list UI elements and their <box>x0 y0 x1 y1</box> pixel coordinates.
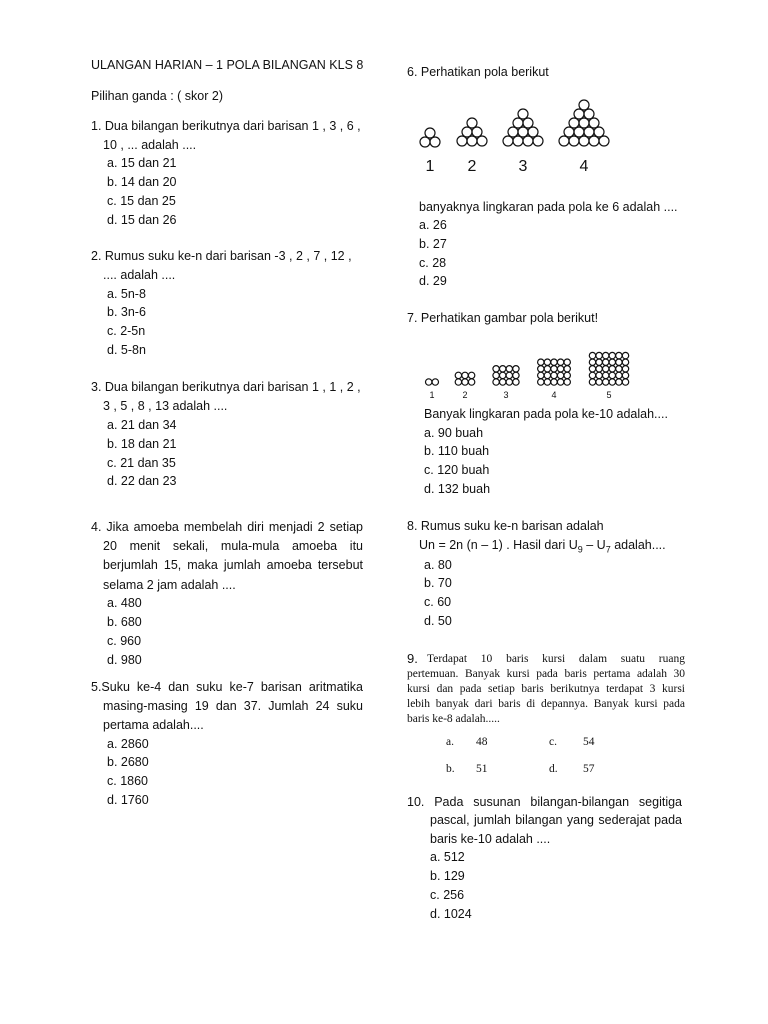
question-text: 2. Rumus suku ke-n dari barisan -3 , 2 , 7 , 12 , <box>91 249 352 263</box>
question-text: 4. Jika amoeba membelah diri menjadi 2 setiap <box>91 520 363 534</box>
pattern-circle <box>551 379 557 385</box>
pattern-circle <box>616 352 622 358</box>
triangle-pattern-3 <box>503 109 543 146</box>
pattern-circle <box>557 379 563 385</box>
pattern-circle <box>455 379 461 385</box>
triangle-pattern-4 <box>559 100 609 146</box>
pattern-label: 4 <box>579 158 589 175</box>
question-text: berjumlah 15, maka jumlah amoeba tersebut <box>103 558 363 572</box>
pattern-label: 2 <box>462 390 468 400</box>
pattern-circle <box>506 366 512 372</box>
pattern-circle <box>544 372 550 378</box>
option-c: c. 960 <box>107 634 142 648</box>
question-text: 6. Perhatikan pola berikut <box>407 65 549 79</box>
pattern-circle <box>622 359 628 365</box>
pattern-circle <box>513 372 519 378</box>
question-text: 3 , 5 , 8 , 13 adalah .... <box>103 399 228 413</box>
option-b: b. 18 dan 21 <box>107 437 177 451</box>
question-text: pertemuan. Banyak kursi pada baris pertama adalah 30 <box>407 668 685 680</box>
pattern-circle <box>616 379 622 385</box>
option-c-value: 54 <box>583 736 595 748</box>
pattern-circle <box>493 366 499 372</box>
pattern-circle <box>513 366 519 372</box>
pattern-label: 4 <box>551 390 557 400</box>
option-a: a. 480 <box>107 596 142 610</box>
pattern-circle <box>603 366 609 372</box>
pattern-circle <box>609 359 615 365</box>
pattern-circle <box>603 352 609 358</box>
option-c: c. 1860 <box>107 774 149 788</box>
question-text: 1. Dua bilangan berikutnya dari barisan 1 , 3 , 6 , <box>91 119 361 133</box>
option-b: b. 3n-6 <box>107 305 146 319</box>
triangle-pattern-1 <box>420 128 440 147</box>
question-text: 7. Perhatikan gambar pola berikut! <box>407 311 599 325</box>
section-subtitle: Pilihan ganda : ( skor 2) <box>91 89 224 103</box>
pattern-circle <box>596 352 602 358</box>
option-d: d. 15 dan 26 <box>107 213 177 227</box>
pattern-circle <box>589 379 595 385</box>
option-d: d. 1760 <box>107 793 149 807</box>
pattern-circle <box>609 372 615 378</box>
rectangle-circle-pattern <box>418 342 643 404</box>
question-text: baris ke-10 adalah .... <box>430 832 551 846</box>
pattern-circle <box>538 359 544 365</box>
question-text: 10. Pada susunan bilangan-bilangan segitiga <box>407 795 682 809</box>
pattern-label: 5 <box>606 390 612 400</box>
pattern-circle <box>462 372 468 378</box>
option-a: a. 512 <box>430 850 465 864</box>
option-d: d. 1024 <box>430 907 472 921</box>
question-text: 20 menit sekali, mula-mula amoeba itu <box>103 539 363 553</box>
pattern-circle <box>622 372 628 378</box>
rect-pattern-4 <box>538 359 571 385</box>
page-title: ULANGAN HARIAN – 1 POLA BILANGAN KLS 8 <box>91 58 364 72</box>
option-c: c. 60 <box>424 595 452 609</box>
pattern-circle <box>468 372 474 378</box>
formula-text: – U <box>582 538 606 552</box>
question-text: 10 , ... adalah .... <box>103 138 197 152</box>
pattern-circle <box>557 359 563 365</box>
pattern-circle <box>506 372 512 378</box>
option-d: d. 29 <box>419 274 447 288</box>
option-a: a. 90 buah <box>424 426 484 440</box>
triangle-pattern-2 <box>457 118 487 146</box>
pattern-circle <box>609 366 615 372</box>
rect-pattern-3 <box>493 366 519 386</box>
pattern-circle <box>544 379 550 385</box>
pattern-label: 1 <box>425 158 435 175</box>
pattern-circle <box>544 366 550 372</box>
pattern-circle <box>557 366 563 372</box>
question-text: kursi dan pada setiap baris berikutnya terdapat 3 kursi <box>407 683 685 695</box>
question-text: pascal, jumlah bilangan yang sederajat pada <box>430 813 682 827</box>
option-c: c. 15 dan 25 <box>107 194 176 208</box>
pattern-circle <box>596 359 602 365</box>
option-a: a. 21 dan 34 <box>107 418 177 432</box>
option-d-label: d. <box>549 763 558 775</box>
pattern-circle <box>564 379 570 385</box>
option-b: b. 2680 <box>107 755 149 769</box>
pattern-circle <box>426 379 432 385</box>
pattern-circle <box>500 366 506 372</box>
pattern-circle <box>551 372 557 378</box>
pattern-label: 3 <box>503 390 509 400</box>
pattern-circle <box>538 379 544 385</box>
question-text: .... adalah .... <box>103 268 176 282</box>
formula-text: Un = 2n (n – 1) . Hasil dari U <box>419 538 578 552</box>
option-b-value: 51 <box>476 763 488 775</box>
pattern-circle <box>538 372 544 378</box>
pattern-circle <box>538 366 544 372</box>
pattern-circle <box>564 366 570 372</box>
pattern-circle <box>462 379 468 385</box>
option-b: b. 110 buah <box>424 444 490 458</box>
option-b-label: b. <box>446 763 455 775</box>
pattern-circle <box>506 379 512 385</box>
pattern-circle <box>589 359 595 365</box>
pattern-label: 1 <box>429 390 435 400</box>
subscript: 7 <box>605 544 611 555</box>
pattern-circle <box>616 372 622 378</box>
option-b: b. 680 <box>107 615 142 629</box>
option-a-label: a. <box>446 736 454 748</box>
question-text: Terdapat 10 baris kursi dalam suatu ruang <box>427 653 685 665</box>
pattern-circle <box>493 372 499 378</box>
option-d: d. 22 dan 23 <box>107 474 177 488</box>
pattern-circle <box>551 359 557 365</box>
question-text: masing-masing 19 dan 37. Jumlah 24 suku <box>103 699 363 713</box>
pattern-circle <box>622 379 628 385</box>
pattern-circle <box>432 379 438 385</box>
pattern-circle <box>622 352 628 358</box>
question-text: Banyak lingkaran pada pola ke-10 adalah.... <box>424 407 668 421</box>
option-a: a. 26 <box>419 218 447 232</box>
option-c: c. 2-5n <box>107 324 146 338</box>
pattern-circle <box>589 352 595 358</box>
pattern-circle <box>500 372 506 378</box>
pattern-circle <box>603 359 609 365</box>
pattern-label: 2 <box>467 158 477 175</box>
option-c: c. 256 <box>430 888 465 902</box>
formula-text: adalah.... <box>610 538 666 552</box>
option-b: b. 129 <box>430 869 465 883</box>
pattern-circle <box>551 366 557 372</box>
pattern-circle <box>616 359 622 365</box>
pattern-circle <box>589 366 595 372</box>
pattern-circle <box>596 372 602 378</box>
pattern-circle <box>493 379 499 385</box>
option-c: c. 120 buah <box>424 463 490 477</box>
option-d-value: 57 <box>583 763 595 775</box>
question-text: 8. Rumus suku ke-n barisan adalah <box>407 519 604 533</box>
pattern-circle <box>513 379 519 385</box>
pattern-circle <box>596 366 602 372</box>
rect-pattern-1 <box>426 379 439 385</box>
question-text: 3. Dua bilangan berikutnya dari barisan 1 , 1 , 2 , <box>91 380 361 394</box>
option-d: d. 980 <box>107 653 142 667</box>
pattern-circle <box>622 366 628 372</box>
pattern-circle <box>455 372 461 378</box>
question-text: lebih banyak dari baris di depannya. Banyak kursi pada <box>407 698 685 710</box>
pattern-label: 3 <box>518 158 528 175</box>
pattern-circle <box>500 379 506 385</box>
question-text <box>419 537 666 558</box>
question-text: selama 2 jam adalah .... <box>103 578 236 592</box>
rect-pattern-2 <box>455 372 475 385</box>
option-a: a. 15 dan 21 <box>107 156 177 170</box>
pattern-circle <box>616 366 622 372</box>
pattern-circle <box>609 379 615 385</box>
option-c-label: c. <box>549 736 557 748</box>
subscript: 9 <box>577 544 583 555</box>
pattern-circle <box>603 372 609 378</box>
option-d: d. 132 buah <box>424 482 491 496</box>
option-b: b. 27 <box>419 237 447 251</box>
pattern-circle <box>468 379 474 385</box>
pattern-circle <box>544 359 550 365</box>
option-b: b. 70 <box>424 576 452 590</box>
question-text: pertama adalah.... <box>103 718 204 732</box>
option-a: a. 80 <box>424 558 452 572</box>
rect-pattern-5 <box>589 352 628 385</box>
pattern-circle <box>596 379 602 385</box>
pattern-circle <box>564 372 570 378</box>
question-text: baris ke-8 adalah..... <box>407 713 500 725</box>
pattern-circle <box>609 352 615 358</box>
pattern-circle <box>564 359 570 365</box>
question-text: banyaknya lingkaran pada pola ke 6 adalah .... <box>419 200 678 214</box>
question-number: 9. <box>407 651 418 666</box>
option-a: a. 2860 <box>107 737 149 751</box>
option-c: c. 28 <box>419 256 447 270</box>
option-d: d. 50 <box>424 614 452 628</box>
pattern-circle <box>589 372 595 378</box>
pattern-circle <box>603 379 609 385</box>
option-a: a. 5n-8 <box>107 287 146 301</box>
option-c: c. 21 dan 35 <box>107 456 176 470</box>
option-d: d. 5-8n <box>107 343 146 357</box>
option-a-value: 48 <box>476 736 488 748</box>
question-text: 5.Suku ke-4 dan suku ke-7 barisan aritmatika <box>91 680 363 694</box>
pattern-circle <box>557 372 563 378</box>
option-b: b. 14 dan 20 <box>107 175 177 189</box>
triangle-circle-pattern <box>410 95 620 180</box>
